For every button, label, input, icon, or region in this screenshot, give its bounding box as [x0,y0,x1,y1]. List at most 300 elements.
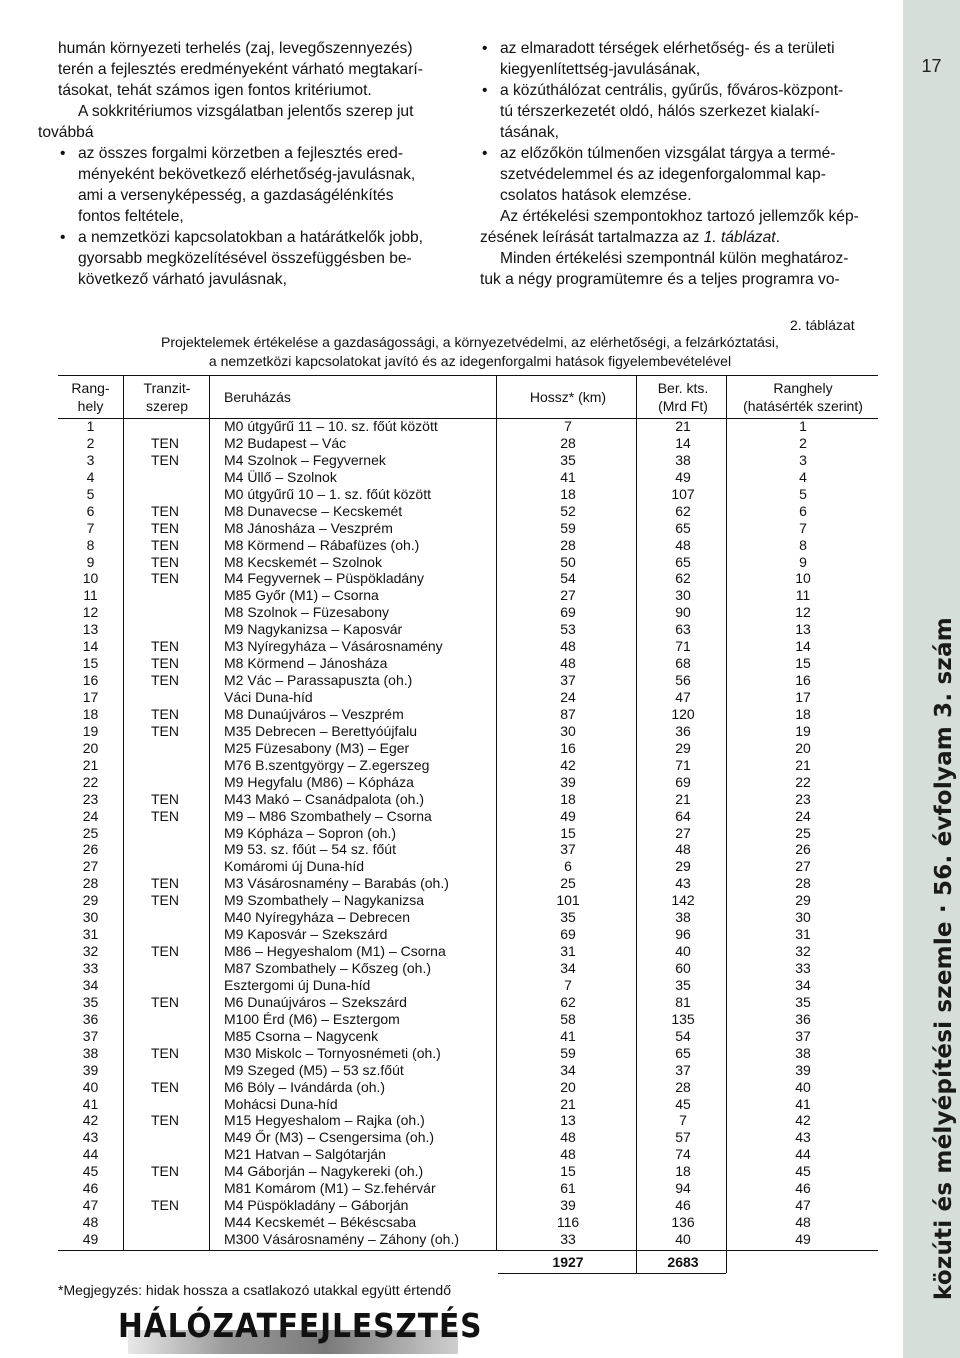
row-rank-by-impact: 4 [799,468,807,485]
row-cost: 48 [675,841,691,858]
row-cost: 96 [675,926,691,943]
row-cost: 7 [679,1112,687,1129]
table-row [58,757,878,774]
text-line [460,227,780,248]
header-length: Hossz* (km) [529,389,607,405]
row-rank: 43 [82,1129,99,1146]
row-investment: M9 Szombathely – Nagykanizsa [224,892,424,909]
row-rank-by-impact: 20 [795,739,811,756]
row-length: 18 [560,790,576,807]
table-row [58,486,878,503]
row-rank-by-impact: 29 [795,892,811,909]
list-item [480,143,878,206]
table-row [58,570,878,587]
row-length: 28 [560,536,576,553]
row-rank: 20 [82,739,99,756]
row-rank-by-impact: 47 [795,1197,811,1214]
table-row [58,452,878,469]
row-rank: 34 [82,976,99,993]
row-cost: 48 [675,536,691,553]
row-rank: 49 [82,1231,99,1247]
row-rank: 5 [86,485,95,502]
caption-line: Projektelemek értékelése a gazdaságossági, a környezetvédelmi, az elérhetőségi, a felzárkóztatási, [161,334,779,350]
row-rank-by-impact: 31 [795,926,811,943]
row-investment: M4 Szolnok – Fegyvernek [224,451,386,468]
row-investment: M85 Csorna – Nagycenk [224,1027,379,1044]
row-length: 24 [560,689,576,705]
row-cost: 65 [675,1044,691,1061]
table-row [58,1079,878,1096]
row-length: 15 [560,824,576,841]
text-line: gyorsabb megközelítésével összefüggésben be- [78,250,412,267]
text-line: tuk a négy programütemre és a teljes programra vo- [480,271,840,288]
table-row [58,604,878,621]
row-investment: M2 Budapest – Vác [224,434,347,451]
row-rank-by-impact: 42 [795,1112,811,1129]
table-row [58,909,878,926]
row-cost: 29 [675,739,691,756]
row-length: 7 [564,976,572,993]
table-row [58,503,878,520]
row-investment: M30 Miskolc – Tornyosnémeti (oh.) [224,1044,441,1061]
row-transit: TEN [151,1112,179,1129]
header-text: Ranghely [773,380,833,396]
row-length: 13 [560,1112,576,1129]
row-cost: 107 [671,485,695,502]
row-rank: 3 [86,451,95,468]
row-rank: 30 [82,909,99,926]
row-rank-by-impact: 32 [795,943,811,960]
text-line: tú térszerkezetét oldó, hálós szerkezet kialakí- [500,103,820,120]
row-rank: 27 [82,858,99,875]
row-length: 37 [560,841,576,858]
row-transit: TEN [151,1163,179,1180]
table-row [58,1180,878,1197]
left-text-column [38,38,456,290]
row-rank-by-impact: 43 [795,1129,811,1146]
table-row [58,1028,878,1045]
row-rank: 1 [86,418,95,434]
row-rank-by-impact: 3 [799,451,807,468]
header-rank [58,379,123,415]
row-rank: 2 [86,434,95,451]
row-transit: TEN [151,553,179,570]
table-label: 2. táblázat [790,317,855,333]
row-investment: M3 Vásárosnamény – Barabás (oh.) [224,875,449,892]
row-rank: 24 [82,807,99,824]
row-investment: Komáromi új Duna-híd [224,858,365,875]
row-rank: 10 [82,570,99,587]
row-cost: 135 [671,1010,695,1027]
row-transit: TEN [151,790,179,807]
row-investment: M9 Szeged (M5) – 53 sz.főút [224,1061,404,1078]
row-rank-by-impact: 17 [795,689,811,705]
row-rank: 45 [82,1163,99,1180]
row-rank: 29 [82,892,99,909]
row-transit: TEN [151,451,179,468]
row-cost: 54 [675,1027,691,1044]
journal-title: közúti és mélyépítési szemle · 56. évfolyam 3. szám [931,617,957,1300]
right-text-column [480,38,878,290]
row-length: 59 [560,1044,576,1061]
row-length: 39 [560,773,576,790]
row-cost: 71 [675,756,691,773]
row-length: 21 [560,1095,576,1112]
row-transit: TEN [151,1078,179,1095]
row-length: 53 [560,621,576,638]
row-investment: M8 Kecskemét – Szolnok [224,553,382,570]
row-investment: M4 Fegyvernek – Püspökladány [224,570,424,587]
program-paragraph [480,248,878,290]
row-rank-by-impact: 13 [795,621,811,638]
row-length: 54 [560,570,576,587]
row-investment: M44 Kecskemét – Békéscsaba [224,1214,417,1231]
row-rank-by-impact: 25 [795,824,811,841]
text-line: ami a versenyképesség, a gazdaságélénkítés [78,187,394,204]
row-investment: M8 Körmend – Rábafüzes (oh.) [224,536,420,553]
row-length: 48 [560,1146,576,1163]
row-rank-by-impact: 5 [799,485,807,502]
row-rank-by-impact: 30 [795,909,811,926]
row-length: 31 [560,943,576,960]
row-rank-by-impact: 44 [795,1146,811,1163]
table-row [58,892,878,909]
row-rank-by-impact: 49 [795,1231,811,1247]
table-row [58,689,878,706]
row-investment: M3 Nyíregyháza – Vásárosnamény [224,638,443,655]
row-cost: 37 [675,1061,691,1078]
row-investment: M85 Győr (M1) – Csorna [224,587,379,604]
row-investment: M8 Jánosháza – Veszprém [224,519,393,536]
row-transit: TEN [151,570,179,587]
row-length: 35 [560,451,576,468]
row-rank-by-impact: 10 [795,570,811,587]
row-length: 7 [564,418,572,434]
row-length: 61 [560,1180,576,1197]
row-rank: 6 [86,502,95,519]
text-line: kiegyenlítettség-javulásának, [500,61,701,78]
table-row [58,672,878,689]
row-rank: 36 [82,1010,99,1027]
row-cost: 38 [675,451,691,468]
list-item [480,80,878,143]
table-caption [140,333,800,371]
intro-paragraph [58,38,456,101]
table-row [58,587,878,604]
row-investment: M8 Szolnok – Füzesabony [224,604,389,621]
row-rank: 21 [82,756,99,773]
text-line: terén a fejlesztés eredményeként várható megtakarí- [58,61,423,78]
row-cost: 60 [675,960,691,976]
list-item [480,38,878,80]
row-investment: M9 Hegyfalu (M86) – Kópháza [224,773,414,790]
text-line: az összes forgalmi körzetben a fejlesztés ered- [78,145,404,162]
row-length: 58 [560,1010,576,1027]
row-investment: M6 Bóly – Ivándárda (oh.) [224,1078,386,1095]
row-length: 20 [560,1078,576,1095]
text-line: Az értékelési szempontokhoz tartozó jellemzők kép- [500,208,859,225]
row-cost: 136 [671,1214,695,1231]
row-length: 48 [560,655,576,672]
row-cost: 56 [675,672,691,689]
row-transit: TEN [151,434,179,451]
row-transit: TEN [151,638,179,655]
row-investment: M76 B.szentgyörgy – Z.egerszeg [224,756,430,773]
row-cost: 120 [671,705,695,722]
row-investment: M35 Debrecen – Berettyóújfalu [224,722,417,739]
row-length: 34 [560,960,576,976]
row-rank-by-impact: 36 [795,1010,811,1027]
row-investment: M2 Vác – Parassapuszta (oh.) [224,672,413,689]
row-rank-by-impact: 28 [795,875,811,892]
row-transit: TEN [151,722,179,739]
table-row [58,1011,878,1028]
row-rank: 25 [82,824,99,841]
table-header [58,376,878,418]
row-transit: TEN [151,875,179,892]
row-length: 28 [560,434,576,451]
table-row [58,1112,878,1129]
bullet-icon: • [482,40,488,57]
row-rank: 48 [82,1214,99,1231]
row-investment: M9 Nagykanizsa – Kaposvár [224,621,403,638]
criteria-list-continued [480,38,878,206]
row-rank: 22 [82,773,99,790]
row-length: 41 [560,468,576,485]
row-investment: M4 Üllő – Szolnok [224,468,337,485]
row-investment: M81 Komárom (M1) – Sz.fehérvár [224,1180,436,1197]
row-cost: 36 [675,722,691,739]
row-rank-by-impact: 48 [795,1214,811,1231]
row-investment: M100 Érd (M6) – Esztergom [224,1010,400,1027]
table-row [58,791,878,808]
row-cost: 21 [675,418,691,434]
row-length: 25 [560,875,576,892]
table-row [58,1045,878,1062]
row-rank: 40 [82,1078,99,1095]
row-investment: M21 Hatvan – Salgótarján [224,1146,386,1163]
row-rank-by-impact: 26 [795,841,811,858]
bullet-icon: • [482,145,488,162]
text-line: ményeként bekövetkező elérhetőség-javulásnak, [78,166,416,183]
table-row [58,774,878,791]
row-rank-by-impact: 45 [795,1163,811,1180]
table-row [58,808,878,825]
row-investment: M43 Makó – Csanádpalota (oh.) [224,790,424,807]
table-row [58,994,878,1011]
row-rank: 44 [82,1146,99,1163]
row-rank-by-impact: 16 [795,672,811,689]
criteria-list [58,143,456,290]
totals-row [58,1254,878,1273]
row-investment: M9 – M86 Szombathely – Csorna [224,807,432,824]
text-line: következő várható javulásnak, [78,271,287,288]
row-cost: 62 [675,570,691,587]
text-line: a nemzetközi kapcsolatokban a határátkelők jobb, [78,229,424,246]
table-row [58,418,878,435]
header-text: Ber. kts. [657,380,709,396]
caption-line: a nemzetközi kapcsolatokat javító és az idegenforgalmi hatások figyelembevételével [208,353,732,369]
row-rank: 37 [82,1027,99,1044]
row-investment: M4 Gáborján – Nagykereki (oh.) [224,1163,424,1180]
row-length: 59 [560,519,576,536]
row-length: 69 [560,604,576,621]
row-rank-by-impact: 39 [795,1061,811,1078]
row-investment: M8 Körmend – Jánosháza [224,655,388,672]
row-length: 50 [560,553,576,570]
row-length: 15 [560,1163,576,1180]
row-rank-by-impact: 19 [795,722,811,739]
row-rank: 38 [82,1044,99,1061]
total-cost: 2683 [667,1254,699,1270]
bullet-icon: • [482,82,488,99]
row-rank-by-impact: 41 [795,1095,811,1112]
table-row [58,655,878,672]
row-rank-by-impact: 24 [795,807,811,824]
total-length: 1927 [552,1254,584,1270]
row-rank-by-impact: 22 [795,773,811,790]
row-transit: TEN [151,672,179,689]
row-length: 116 [556,1214,580,1231]
row-transit: TEN [151,892,179,909]
row-rank-by-impact: 46 [795,1180,811,1197]
row-cost: 47 [675,689,691,705]
header-rank-by-impact [728,379,878,415]
row-length: 62 [560,993,576,1010]
row-cost: 142 [671,892,695,909]
row-cost: 35 [675,976,691,993]
list-item [58,143,456,227]
row-rank: 31 [82,926,99,943]
row-length: 48 [560,638,576,655]
row-length: 18 [560,485,576,502]
table-row [58,638,878,655]
row-cost: 14 [675,434,691,451]
row-rank-by-impact: 18 [795,705,811,722]
table-body [58,418,878,1248]
row-length: 41 [560,1027,576,1044]
row-length: 34 [560,1061,576,1078]
text-line: tásokat, tehát számos igen fontos kritériumot. [58,82,372,99]
table-reference: 1. táblázat [703,229,776,246]
row-cost: 18 [675,1163,691,1180]
section-title: HÁLÓZATFEJLESZTÉS [118,1306,483,1345]
row-investment: M87 Szombathely – Kőszeg (oh.) [224,960,431,976]
table-row [58,926,878,943]
row-rank-by-impact: 33 [795,960,811,976]
row-cost: 90 [675,604,691,621]
row-cost: 71 [675,638,691,655]
table-row [58,520,878,537]
row-transit: TEN [151,536,179,553]
row-investment: Esztergomi új Duna-híd [224,976,371,993]
row-investment: M300 Vásárosnamény – Záhony (oh.) [224,1231,460,1247]
table-bottom-rule [58,1250,878,1251]
row-rank: 19 [82,722,99,739]
row-cost: 57 [675,1129,691,1146]
table-row [58,1231,878,1248]
row-length: 48 [560,1129,576,1146]
table-row [58,943,878,960]
header-investment: Beruházás [224,389,291,405]
row-cost: 81 [675,993,691,1010]
row-cost: 21 [675,790,691,807]
table-footnote: *Megjegyzés: hidak hossza a csatlakozó utakkal együtt értendő [58,1282,452,1298]
row-rank: 23 [82,790,99,807]
row-length: 35 [560,909,576,926]
row-rank-by-impact: 14 [795,638,811,655]
header-text: (hatásérték szerint) [743,398,863,414]
row-cost: 49 [675,468,691,485]
table-row [58,977,878,994]
row-transit: TEN [151,705,179,722]
row-transit: TEN [151,655,179,672]
table-row [58,1129,878,1146]
header-text: szerep [145,398,189,414]
row-rank: 28 [82,875,99,892]
row-rank: 26 [82,841,99,858]
row-rank: 35 [82,993,99,1010]
row-rank: 16 [82,672,99,689]
row-rank-by-impact: 12 [795,604,811,621]
row-cost: 45 [675,1095,691,1112]
row-rank: 7 [86,519,95,536]
row-cost: 64 [675,807,691,824]
row-rank: 47 [82,1197,99,1214]
text-fragment: zésének leírását tartalmazza az [480,229,704,246]
row-cost: 65 [675,519,691,536]
row-length: 39 [560,1197,576,1214]
row-rank-by-impact: 7 [799,519,807,536]
row-rank-by-impact: 23 [795,790,811,807]
row-investment: M25 Füzesabony (M3) – Eger [224,739,410,756]
row-rank: 11 [83,587,98,604]
row-rank: 4 [86,468,95,485]
text-line: továbbá [38,124,94,141]
row-rank-by-impact: 21 [795,756,811,773]
text-line: a közúthálózat centrális, gyűrűs, főváros-központ- [500,82,844,99]
row-cost: 29 [675,858,691,875]
table-row [58,1062,878,1079]
row-investment: M0 útgyűrű 10 – 1. sz. főút között [224,485,431,502]
table-row [58,1197,878,1214]
row-rank: 42 [82,1112,99,1129]
row-rank-by-impact: 8 [799,536,807,553]
row-rank: 39 [82,1061,99,1078]
table-row [58,825,878,842]
header-cost [638,379,728,415]
row-cost: 38 [675,909,691,926]
row-cost: 30 [675,587,691,604]
row-investment: M0 útgyűrű 11 – 10. sz. főút között [224,418,438,434]
row-investment: M40 Nyíregyháza – Debrecen [224,909,410,926]
text-line: humán környezeti terhelés (zaj, levegőszennyezés) [58,40,413,57]
bullet-icon: • [60,229,66,246]
row-length: 37 [560,672,576,689]
row-investment: M49 Őr (M3) – Csengersima (oh.) [224,1129,435,1146]
row-transit: TEN [151,1044,179,1061]
row-length: 6 [564,858,572,875]
row-investment: M9 53. sz. főút – 54 sz. főút [224,841,396,858]
table-row [58,469,878,486]
row-length: 87 [560,705,576,722]
row-cost: 28 [675,1078,691,1095]
table-row [58,1146,878,1163]
header-text: (Mrd Ft) [658,398,708,414]
row-rank: 15 [82,655,99,672]
row-transit: TEN [151,1197,179,1214]
row-length: 49 [560,807,576,824]
